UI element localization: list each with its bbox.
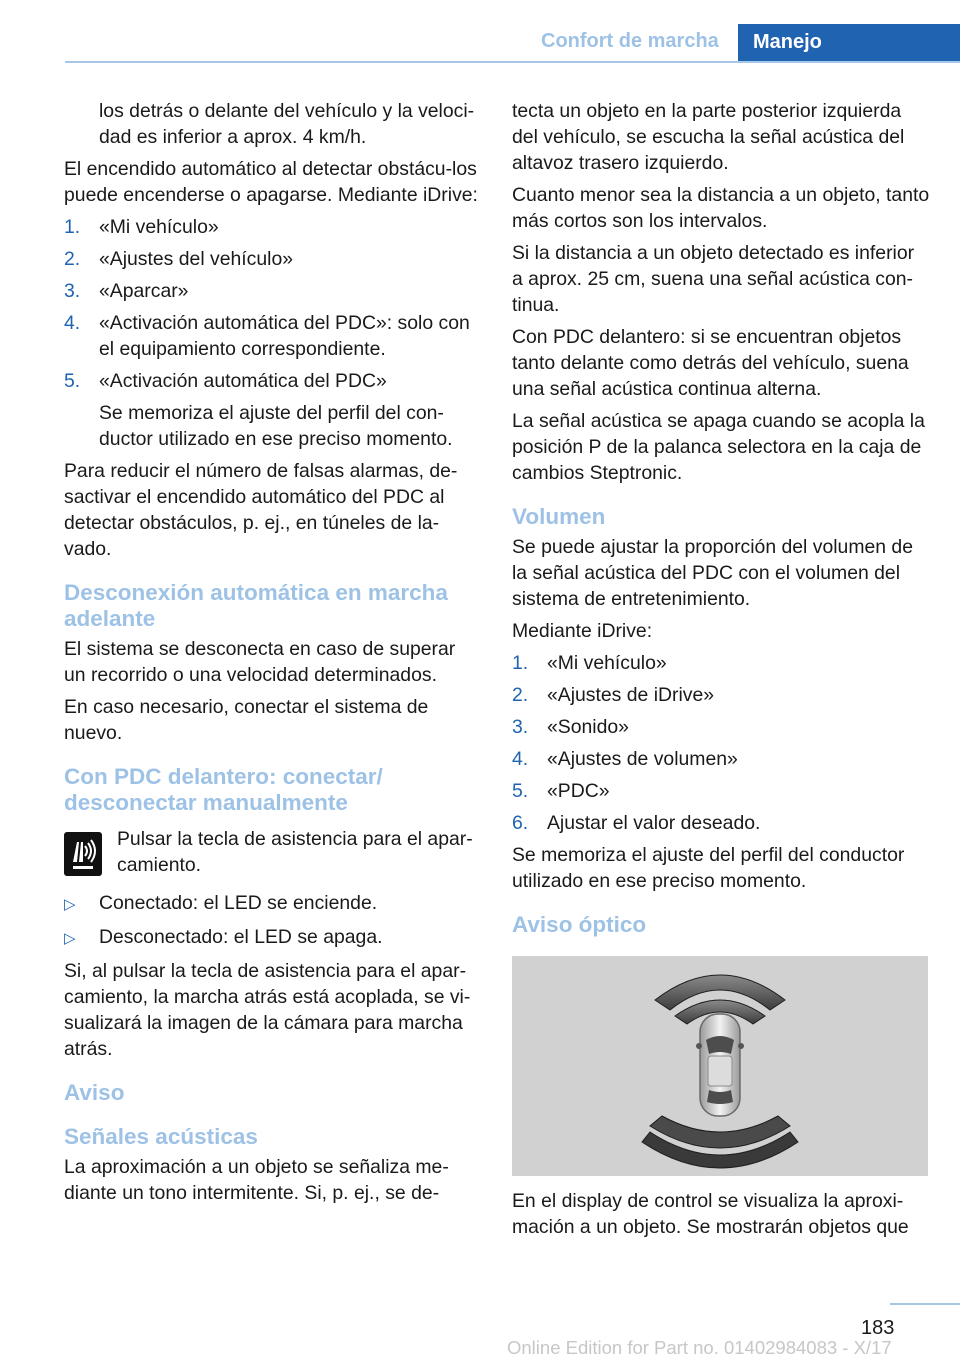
pdc-display-illustration (512, 956, 928, 1176)
list-item: 6. Ajustar el valor deseado. (512, 812, 761, 834)
heading-acoustic-signals: Señales acústicas (64, 1124, 258, 1149)
auto-on-paragraph: El encendido automático al detectar obstácu‐los puede encenderse o apagarse. Mediante iDrive: (64, 158, 478, 206)
tone-off-paragraph: La señal acústica se apaga cuando se acopla la posición P de la palanca selectora en la caja de cambios Steptronic. (512, 410, 925, 484)
volume-paragraph: Se puede ajustar la proporción del volumen de la señal acústica del PDC con el volumen del sistema de entretenimiento. (512, 536, 914, 610)
list-item: 3. «Aparcar» (64, 280, 189, 302)
display-paragraph: En el display de control se visualiza la aproxi‐mación a un objeto. Se mostrarán objetos que (512, 1190, 909, 1238)
alternating-tone-paragraph: Con PDC delantero: si se encuentran objetos tanto delante como detrás del vehículo, suena una señal acústica continua alterna. (512, 326, 909, 400)
approach-paragraph: La aproximación a un objeto se señaliza me‐diante un tono intermitente. Si, p. ej., se de‐ (64, 1156, 449, 1204)
list-item: 4. «Ajustes de volumen» (512, 748, 738, 770)
interval-paragraph: Cuanto menor sea la distancia a un objeto, tanto más cortos son los intervalos. (512, 184, 930, 232)
idrive-steps-list (64, 214, 480, 452)
header-section-title: Confort de marcha (541, 30, 719, 52)
right-column (512, 98, 930, 1246)
header-chapter-tab: Manejo (738, 24, 960, 62)
volume-steps-list (512, 650, 930, 836)
triangle-bullet-icon: ▷ (64, 930, 76, 947)
heading-warning: Aviso (64, 1080, 125, 1105)
disconnect-paragraph: El sistema se desconecta en caso de superar un recorrido o una velocidad determinados. (64, 638, 456, 686)
reduce-alarms-paragraph: Para reducir el número de falsas alarmas, de‐sactivar el encendido automático del PDC al detectar obstáculos, p. ej., en túneles de la‐vado. (64, 460, 458, 560)
list-item: ▷ Desconectado: el LED se apaga. (64, 924, 480, 952)
heading-volume: Volumen (512, 504, 606, 529)
list-item: ▷ Conectado: el LED se enciende. (64, 890, 480, 918)
edition-watermark: Online Edition for Part no. 01402984083 - X/17 (507, 1337, 892, 1358)
profile-paragraph: Se memoriza el ajuste del perfil del conductor utilizado en ese preciso momento. (512, 844, 905, 892)
parking-button-instruction (64, 826, 480, 878)
led-status-list (64, 890, 480, 952)
continuous-tone-paragraph: Si la distancia a un objeto detectado es inferior a aprox. 25 cm, suena una señal acústica con‐tinua. (512, 242, 915, 316)
intro-continuation: los detrás o delante del vehículo y la veloci‐dad es inferior a aprox. 4 km/h. (99, 100, 475, 148)
camera-paragraph: Si, al pulsar la tecla de asistencia para el apar‐camiento, la marcha atrás está acoplada, se vi‐sualizará la imagen de la cámara para marcha atrás. (64, 960, 471, 1060)
header-rule (65, 61, 960, 63)
list-item: 1. «Mi vehículo» (64, 216, 219, 238)
list-item: 5. «Activación automática del PDC» Se memoriza el ajuste del perfil del con‐ductor utilizado en ese preciso momento. (64, 370, 453, 450)
press-button-text: Pulsar la tecla de asistencia para el apar‐camiento. (117, 828, 473, 876)
parking-assist-button-icon (64, 832, 102, 876)
heading-auto-disconnect: Desconexión automática en marcha adelante (64, 580, 448, 631)
left-column (64, 98, 480, 1212)
list-item: 4. «Activación automática del PDC»: solo con el equipamiento correspondiente. (64, 312, 470, 360)
list-item: 2. «Ajustes del vehículo» (64, 248, 294, 270)
list-item: 3. «Sonido» (512, 716, 629, 738)
page-number: 183 (861, 1317, 895, 1339)
heading-visual-warning: Aviso óptico (512, 912, 647, 937)
footer-rule (890, 1303, 960, 1305)
via-idrive-paragraph: Mediante iDrive: (512, 620, 653, 642)
list-item: 5. «PDC» (512, 780, 610, 802)
list-item: 2. «Ajustes de iDrive» (512, 684, 715, 706)
detect-continuation: tecta un objeto en la parte posterior izquierda del vehículo, se escucha la señal acústica del altavoz trasero izquierdo. (512, 100, 905, 174)
triangle-bullet-icon: ▷ (64, 896, 76, 913)
reconnect-paragraph: En caso necesario, conectar el sistema de nuevo. (64, 696, 429, 744)
heading-manual-toggle: Con PDC delantero: conectar/ desconectar manualmente (64, 764, 383, 815)
list-item: 1. «Mi vehículo» (512, 652, 667, 674)
